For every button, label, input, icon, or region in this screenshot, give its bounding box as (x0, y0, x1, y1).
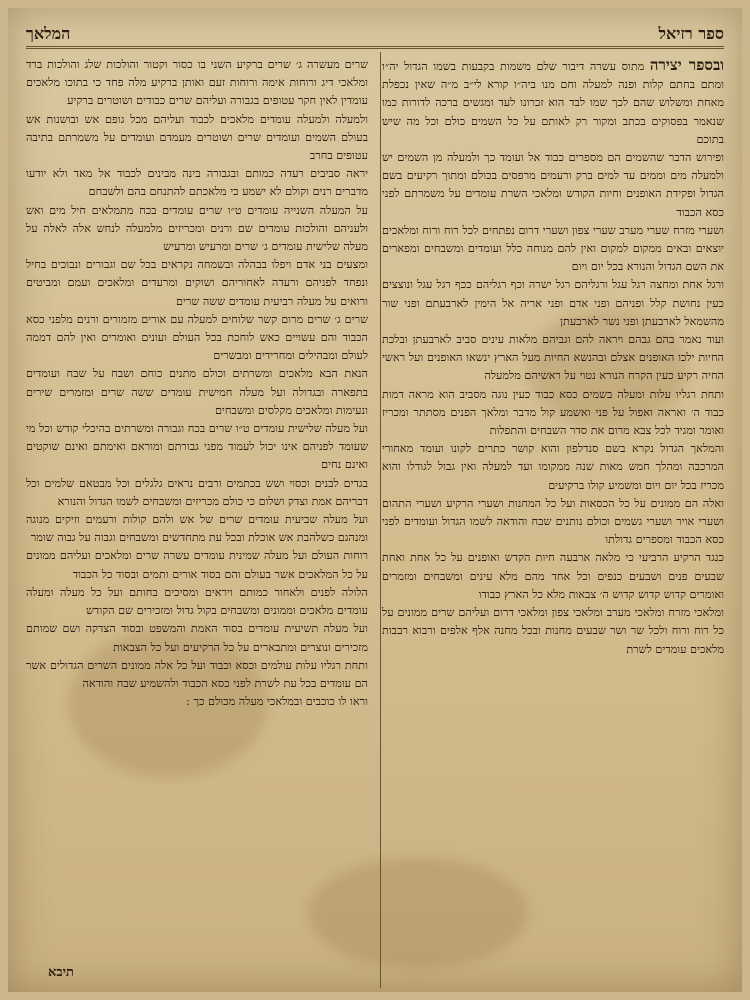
paragraph: ושערי מזרח שערי מערב שערי צפון ושערי דרום נפתחים לכל רוח ורוח ומלאכים יוצאים ובאים ממקום למקום ואין להם מנוחה כלל ועומדים ומשבחים ומפארים את השם הגדול והנורא בכל יום ויום (382, 223, 724, 274)
paragraph: ועל מעלה שלישית עומדים ט״ו שרים בכח וגבורה ומשרתים בהיכלי קודש וכל מי שעומד לפניהם אינו יכול לעמוד מפני גבורתם ומוראם ואימתם ואינם שוקטים ואינם נחים (26, 422, 368, 472)
paragraph: ועל מעלה תשיעית עומדים בסוד האמת והמשפט ובסוד הצדקה ושם שמותם מזכירים ונוצרים ומתבארים על כל הרקיעים ועל כל הצבאות (26, 622, 368, 654)
paragraph: ומצעים בני אדם ויפלו בבהלה ובשמחה נקראים בכל שם וגבורים ונבוכים בחיל ונפחד לפניהם ורעדה לאחוריהם ושוקים ומרעדים ומלאכים ועמם ומביטים ורואים על מעלה רביעית עומדים ששה שרים (26, 258, 368, 308)
paragraph: שרים ג׳ שרים מרום קשר שלוחים למעלה עם אורים מזמורים ורנים מלפני כסא הכבוד והם עשויים כאש לוחכת בכל העולם ועונים ואומרים ואין להם דממה לעולם ומבהילים ומחרידים ומבשרים (26, 312, 368, 363)
header-rule (26, 48, 724, 49)
paragraph: ורגל אחת ומחצה רגל עגל ורגליהם רגל ישרה וכף רגליהם ככף רגל עגל ונוצצים כעין נחושת קלל ופניהם ופני אדם ופני אריה אל הימין לארבעתם ופני שור מהשמאל לארבעתן ופני נשר לארבעתן (382, 278, 724, 328)
paragraph: יראה סביבים רעדה כמותם ובגבורה בינה מבינים לכבוד אל מאד ולא יודעו מדברים רנים וקולם לא ישמע כי מלאכתם להתנחם בהם ולשבחם (26, 167, 368, 199)
paragraph: ותחת רגליו עלות עולמים וכסא וכבוד ועל כל אלה ממונים השרים הגדולים אשר הם עומדים בכל עת לשרת לפני כסא הכבוד ולהשמיע שבח והודאה (26, 658, 368, 690)
column-divider (380, 52, 381, 988)
paragraph: רוחות העולם ועל מעלה שמינית עומדים עשרה שרים ומלאכים ועליהם ממונים על כל המלאכים אשר בעולם והם בסוד אורים ותמים ובסוד כל הכבוד (26, 549, 368, 581)
paragraph: הלולה לפנים ולאחור כמותם ויראים ומסיכים בחותם ועל כל מעלה ומעלה עומדים מלאכים וממונים ומשבחים בקול גדול ומזכירים שם הקודש (26, 585, 368, 618)
header-title-right: ספר רזיאל (658, 24, 724, 43)
paper-stain (308, 858, 528, 968)
left-column (26, 56, 368, 711)
book-page (8, 8, 742, 992)
opening-words: ובספר יצירה (649, 56, 725, 74)
paragraph: ואלה הם ממונים על כל הכסאות ועל כל המחנות ושערי הרקיע ושערי התהום ושערי אויר ושערי גשמים וכולם נותנים שבח והודאה לשמו הגדול ועומדים לפני כסא הכבוד ומספרים גדולתו (382, 496, 724, 547)
paragraph: ועוד נאמר בהם גבהם ויראה להם וגביהם מלאות עינים סביב לארבעתן ובלכת החיות ילכו האופנים אצלם ובהנשא החיות מעל הארץ ינשאו האופנים ועל ראשי החיה רקיע כעין הקרח הנורא נטוי על ראשיהם מלמעלה (382, 333, 724, 383)
paragraph: בגדים לבנים וכסוי ושש בכתמים ורבים נראים גלגלים וכל מבטאם שלמים וכל דבריהם אמת וצדק ושלום כי כולם מכריזים ומשבחים לשמו הגדול והנורא (26, 476, 368, 508)
paragraph: הנאת הבא מלאכים ומשרתים וכולם מתנים כוחם ושבח על שבח ועומדים בתפארה ובגדולה ועל מעלה חמישית עומדים ששה שרים ומזמרים שירים ונעימות ומלאכים מקלסים ומשבחים (26, 367, 368, 417)
right-column (382, 56, 724, 659)
closing-line: וראו לו כוכבים ובמלאכי מעלה מכולם כך : (186, 695, 368, 709)
catchword: תיבא (48, 965, 74, 980)
running-header (26, 22, 724, 47)
paragraph (382, 56, 724, 149)
paragraph: ועל מעלה שביעית עומדים שרים של אש ולהם קולות ורעמים וזיקים מנוגה ומנהגם כשלהבת אש אוכלת ובכל עת מתחדשים ומשבחים וגבוה על גבוה שומר (26, 513, 368, 545)
paragraph: ומלאכי מזרח ומלאכי מערב ומלאכי צפון ומלאכי דרום ועליהם שרים ממונים על כל רוח ורוח ולכל שר ושר שבעים מחנות ובכל מחנה אלף אלפים ורבוא רבבות מלאכים עומדים לשרת (382, 606, 724, 656)
paragraph: שרים מעשרה ג׳ שרים ברקיע השני בו כסור וקטור והולכות שלג והולכות ברד ומלאכי דיג ורוחות אימה ורוחות זעם ואותן ברקיע מלה פחד כי בתוכו מלאכים עומדין לאין חקר עטופים בגבורה ועליהם שרים כבודים ושוטרים ברקיע (26, 58, 368, 108)
paragraph: על המעלה השנייה עומדים ט״ו שרים עומדים בכח מתמלאים חיל מים ואש ולעניהם והולכות עומדים שם ורנים ומכריזים מלמעלה לנחש אלה לאלה על מעלה שלישית עומדים ג׳ שרים ומרעיש ומרעיש (26, 203, 368, 254)
paragraph: ופירוש הדבר שהשמים הם מספרים כבוד אל ועומד כך ולמעלה מן השמים יש ולמעלה מים וממים עד למים ברק ורעמים מרפסים בכולם ומתוך רקיעים בשם הגדול ופקידת האופנים וחיות הקודש ומלאכי השרת עומדים על משמרתם לפני כסא הכבוד (382, 151, 724, 219)
paragraph: כנגד הרקיע הרביעי כי מלאה ארבעה חיות הקדש ואופנים על כל אחת ואחת שבעים פנים ושבעים כנפים וכל אחד מהם מלא עינים ומשבחים ומזמרים ואומרים קדוש קדוש קדוש ה׳ צבאות מלא כל הארץ כבודו (382, 551, 724, 601)
header-right (658, 24, 724, 44)
paragraph: ולמעלה ולמעלה עומדים מלאכים לכבוד ועליהם מכל גופם אש ובושנות אש בעולם השמים ועומדים שרים ושוטרים מעמדם ועומדים על משמרתם בתיבה עטופים בחרב (26, 112, 368, 163)
paragraph: ותחת רגליו עלות ומעלה בשמים כסא כבוד כעין נוגה מסביב הוא מראה דמות כבוד ה׳ ואראה ואפול על פני ואשמע קול מדבר ומלאך הפנים מסתתר ומכריז ואומר ומגיד לכל צבא מרום את סדר השבחים והתפלות (382, 387, 724, 438)
header-title-left: המלאך (26, 24, 71, 43)
paragraph: והמלאך הגדול נקרא בשם סנדלפון והוא קושר כתרים לקונו ועומד מאחורי המרכבה ומהלך חמש מאות שנה ממקומו ועד למעלה ואין גבול לגודלו והוא מכריז בכל יום ויום ומשמיע קולו ברקיעים (382, 442, 724, 492)
paragraph-text: מתוס עשרה דיבור שלם משמות בקבעות בשמו הגדול יה״ו ומתם בחתם קלות ופנה למעלה וחם מנו ביה״ו קורא לי״ב מ״ה שאין נכפלת מאחת ומשלוש שהם לכך שמו לבד הוא זכרונו לעד ומגשים ברכה לדורות כמו שנאמר בפסוקים בכתב ומקור רק לאותם על כל השמים כולם וכל מה שיש בתוכם (382, 60, 724, 146)
header-left (26, 24, 70, 44)
